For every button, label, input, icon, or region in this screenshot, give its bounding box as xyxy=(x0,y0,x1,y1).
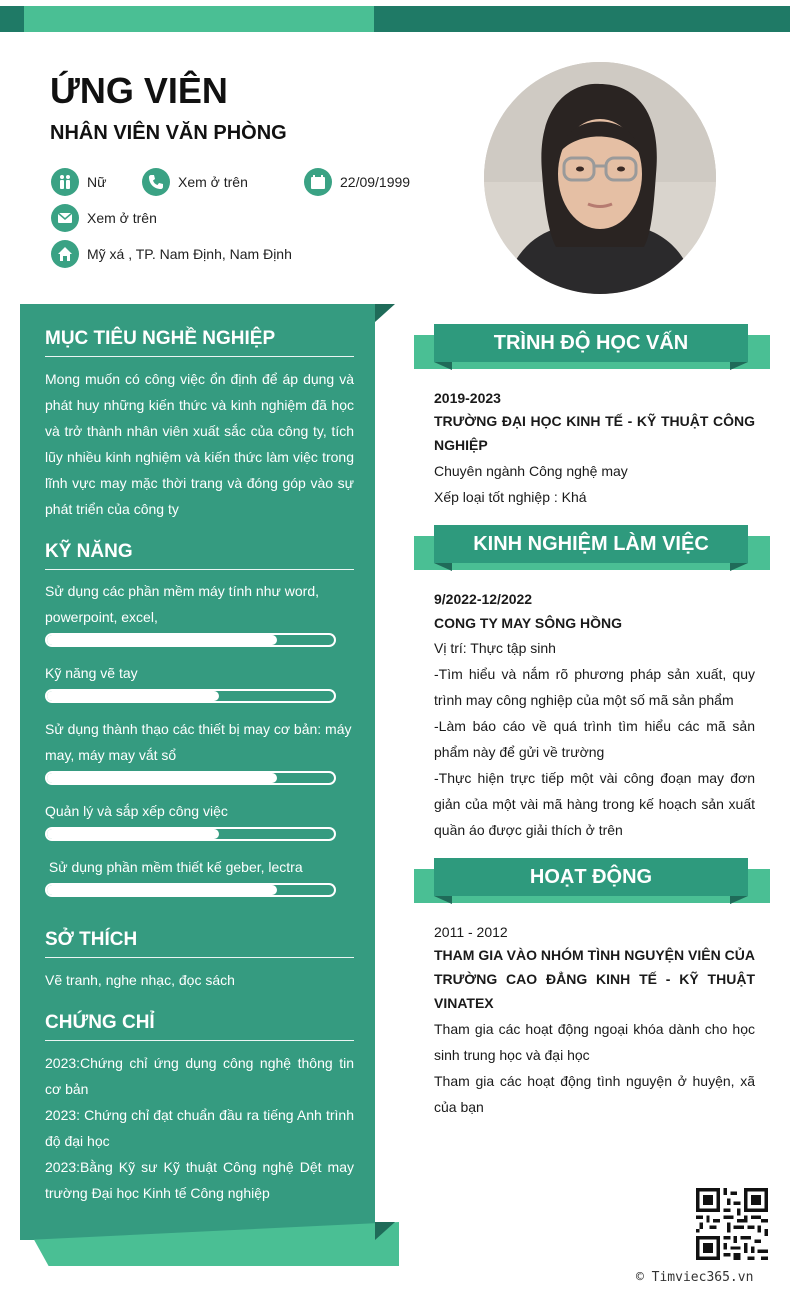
activities-ribbon xyxy=(414,858,770,904)
email-row xyxy=(51,204,157,232)
gender-icon xyxy=(51,168,79,196)
top-bar xyxy=(0,6,790,32)
home-icon xyxy=(51,240,79,268)
skill-label-2: Kỹ năng vẽ tay xyxy=(45,665,138,681)
phone-icon xyxy=(142,168,170,196)
experience-position: Vị trí: Thực tập sinh xyxy=(434,640,556,656)
skill-bar-fill xyxy=(47,885,277,895)
skill-bar-fill xyxy=(47,773,277,783)
experience-period: 9/2022-12/2022 xyxy=(434,591,533,607)
objective-text: Mong muốn có công việc ổn định để áp dụng và phát huy những kiến thức và kinh nghiệm đã học và trở thành nhân viên xuất sắc của công ty, tích lũy nhiều kinh nghiệm và kiến thức làm việc trong lĩnh vực may mặc thời trang và đóng góp vào sự phát triển của công ty xyxy=(45,371,354,517)
skill-bar-fill xyxy=(47,829,219,839)
top-bar-accent xyxy=(24,6,374,32)
qr-code-icon xyxy=(696,1188,768,1260)
skill-bar-4 xyxy=(45,827,336,841)
left-panel-fold xyxy=(375,304,395,322)
activities-item-1: Tham gia các hoạt động ngoại khóa dành cho học sinh trung học và đại học xyxy=(434,1021,755,1063)
phone-row xyxy=(142,168,248,196)
copyright-text: © Timviec365.vn xyxy=(636,1270,754,1285)
address-text: Mỹ xá , TP. Nam Định, Nam Định xyxy=(87,246,292,262)
birthday-text: 22/09/1999 xyxy=(340,174,411,190)
activities-org: THAM GIA VÀO NHÓM TÌNH NGUYỆN VIÊN CỦA TRƯỜNG CAO ĐẲNG KINH TẾ - KỸ THUẬT VINATEX xyxy=(434,947,755,1011)
birthday-row xyxy=(304,168,410,196)
experience-duty-1: -Tìm hiểu và nắm rõ phương pháp sản xuất, quy trình may công nghiệp của một số mã sản phẩm xyxy=(434,666,755,708)
skill-bar-fill xyxy=(47,635,277,645)
experience-company: CONG TY MAY SÔNG HỒNG xyxy=(434,615,622,631)
gender-row xyxy=(51,168,106,196)
skill-label-4: Quản lý và sắp xếp công việc xyxy=(45,803,228,819)
cert-item-3: 2023:Bằng Kỹ sư Kỹ thuật Công nghệ Dệt may trường Đại học Kinh tế Công nghiệp xyxy=(45,1159,354,1201)
calendar-icon xyxy=(304,168,332,196)
skill-label-3: Sử dụng thành thạo các thiết bị may cơ bản: máy may, máy may vắt sổ xyxy=(45,721,352,763)
education-school: TRƯỜNG ĐẠI HỌC KINH TẾ - KỸ THUẬT CÔNG NGHIỆP xyxy=(434,413,755,453)
job-title: NHÂN VIÊN VĂN PHÒNG xyxy=(50,122,287,144)
email-icon xyxy=(51,204,79,232)
objective-title: MỤC TIÊU NGHỀ NGHIỆP xyxy=(45,328,354,357)
skill-label-5: Sử dụng phần mềm thiết kế geber, lectra xyxy=(45,859,303,875)
cert-item-2: 2023: Chứng chỉ đạt chuẩn đầu ra tiếng Anh trình độ đại học xyxy=(45,1107,354,1149)
hobbies-title: SỞ THÍCH xyxy=(45,929,354,958)
experience-title: KINH NGHIỆM LÀM VIỆC xyxy=(434,525,748,563)
phone-text: Xem ở trên xyxy=(178,174,248,190)
hobbies-text: Vẽ tranh, nghe nhạc, đọc sách xyxy=(45,972,235,988)
skill-bar-fill xyxy=(47,691,219,701)
experience-ribbon xyxy=(414,525,770,571)
experience-duty-2: -Làm báo cáo về quá trình tìm hiểu các mã sản phẩm này để gửi về trường xyxy=(434,718,755,760)
skill-bar-5 xyxy=(45,883,336,897)
skill-bar-3 xyxy=(45,771,336,785)
address-row xyxy=(51,240,292,268)
skills-title: KỸ NĂNG xyxy=(45,541,354,570)
experience-duty-3: -Thực hiện trực tiếp một vài công đoạn may đơn giản của một vài mã hàng trong kế hoạch sản xuất quần áo được giải thích ở trên xyxy=(434,770,755,838)
education-grade: Xếp loại tốt nghiệp : Khá xyxy=(434,489,587,505)
activities-title: HOẠT ĐỘNG xyxy=(434,858,748,896)
education-title: TRÌNH ĐỘ HỌC VẤN xyxy=(434,324,748,362)
activities-period: 2011 - 2012 xyxy=(434,924,508,940)
education-major: Chuyên ngành Công nghệ may xyxy=(434,463,628,479)
profile-photo xyxy=(484,62,716,294)
cert-item-1: 2023:Chứng chỉ ứng dụng công nghệ thông tin cơ bản xyxy=(45,1055,354,1097)
certs-title: CHỨNG CHỈ xyxy=(45,1012,354,1041)
email-text: Xem ở trên xyxy=(87,210,157,226)
activities-item-2: Tham gia các hoạt động tình nguyện ở huyện, xã của bạn xyxy=(434,1073,755,1115)
skill-bar-1 xyxy=(45,633,336,647)
candidate-name: ỨNG VIÊN xyxy=(50,70,228,111)
gender-text: Nữ xyxy=(87,174,107,190)
education-period: 2019-2023 xyxy=(434,390,501,406)
skill-label-1: Sử dụng các phần mềm máy tính như word, powerpoint, excel, xyxy=(45,583,319,625)
skill-bar-2 xyxy=(45,689,336,703)
education-ribbon xyxy=(414,324,770,370)
